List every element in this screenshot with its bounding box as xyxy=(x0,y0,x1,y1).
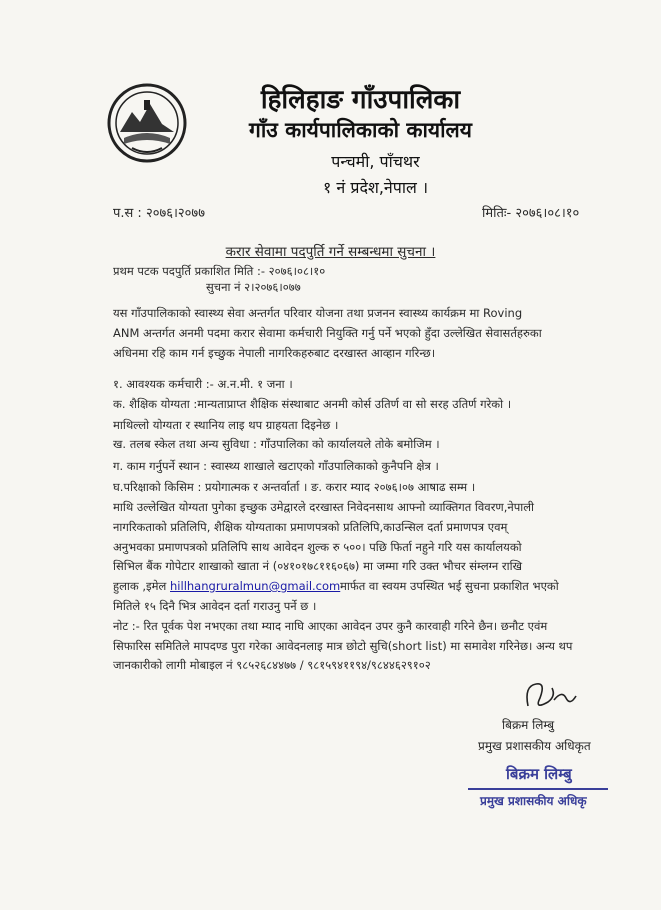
stamp-underline xyxy=(468,788,608,790)
letter-date: मितिः- २०७६।०८।१० xyxy=(482,206,580,221)
body-line: मार्फत वा स्वयम उपस्थित भई सुचना प्रकाशित भएको xyxy=(340,579,559,593)
requirement-item: ग. काम गर्नुपर्ने स्थान : स्वास्थ्य शाखाले खटाएको गाँउपालिकाको कुनैपनि क्षेत्र । xyxy=(113,459,439,473)
body-line: माथि उल्लेखित योग्यता पुगेका इच्छुक उमेद्वारले दरखास्त निवेदनसाथ आफ्नो व्याक्तिगत विवरण,नेपाली xyxy=(113,500,535,514)
email-link[interactable]: hillhangruralmun@gmail.com xyxy=(170,579,341,593)
stamp-designation: प्रमुख प्रशासकीय अधिकृ xyxy=(480,794,587,808)
intro-line: ANM अन्तर्गत अनमी पदमा करार सेवामा कर्मचारी नियुक्ति गर्नु पर्ने भएको हुँदा उल्लेखित सेवासर्तहरुका xyxy=(113,326,542,340)
body-line: अनुभवका प्रमाणपत्रको प्रतिलिपि साथ आवेदन शुल्क रु ५००। पछि फिर्ता नहुने गरि यस कार्यालयको xyxy=(113,540,522,554)
note-line: जानकारीको लागी मोबाइल नं ९८५२६८४४७७ / ९८१५९४११९४/९८४४६२९१०२ xyxy=(113,658,431,672)
stamp-name: बिक्रम लिम्बु xyxy=(506,765,572,783)
reference-number: प.स : २०७६।२०७७ xyxy=(113,206,205,221)
notice-subject: करार सेवामा पदपुर्ति गर्ने सम्बन्धमा सुचना । xyxy=(225,244,436,260)
requirement-item: १. आवश्यक कर्मचारी :- अ.न.मी. १ जना । xyxy=(113,377,293,391)
body-line-prefix: हुलाक ,इमेल xyxy=(113,579,171,593)
requirement-item: घ.परिक्षाको किसिम : प्रयोगात्मक र अन्तर्वार्ता । ङ. करार म्याद २०७६।०७ आषाढ सम्म । xyxy=(113,480,476,494)
signatory-designation: प्रमुख प्रशासकीय अधिकृत xyxy=(478,739,591,753)
handwritten-signature-icon xyxy=(520,676,580,716)
office-location: पन्चमी, पाँचथर xyxy=(331,152,420,171)
intro-line: यस गाँउपालिकाको स्वास्थ्य सेवा अन्तर्गत परिवार योजना तथा प्रजनन स्वास्थ्य कार्यक्रम मा Roving xyxy=(113,306,523,320)
first-publish-line: प्रथम पटक पदपुर्ति प्रकाशित मिति :- २०७६।०८।१० xyxy=(113,264,326,278)
intro-line: अधिनमा रहि काम गर्न इच्छुक नेपाली नागरिकहरुबाट दरखास्त आव्हान गरिन्छ। xyxy=(113,346,436,360)
body-line: सिभिल बैंक गोपेटार शाखाको खाता नं (०४१०१७८११६०६७) मा जम्मा गरि उक्त भौचर संम्लग्न राखि xyxy=(113,559,522,573)
requirement-item: क. शैक्षिक योग्यता :मान्यताप्राप्त शैक्षिक संस्थाबाट अनमी कोर्स उतिर्ण वा सो सरह उतिर्ण गरेको । xyxy=(113,397,512,411)
body-line: मितिले १५ दिनै भित्र आवेदन दर्ता गराउनु पर्ने छ । xyxy=(113,599,317,613)
note-line: सिफारिस समितिले मापदण्ड पुरा गरेका आवेदनलाइ मात्र छोटो सुचि(short list) मा समावेश गरिनेछ। अन्य थप xyxy=(113,639,573,653)
requirement-item: माथिल्लो योग्यता र स्थानिय लाइ थप ग्राहयता दिइनेछ । xyxy=(113,418,339,432)
body-line-email-row xyxy=(113,579,340,593)
office-province: १ नं प्रदेश,नेपाल । xyxy=(322,178,429,197)
body-line: नागरिकताको प्रतिलिपि, शैक्षिक योग्यताका प्रमाणपत्रको प्रतिलिपि,काउन्सिल दर्ता प्रमाणपत्र एवम् xyxy=(113,520,508,534)
note-line: नोट :- रित पूर्वक पेश नभएका तथा म्याद नाघि आएका आवेदन उपर कुनै कारवाही गरिने छैन। छनौट एवंम xyxy=(113,619,548,633)
office-title: गाँउ कार्यपालिकाको कार्यालय xyxy=(249,118,472,142)
requirement-item: ख. तलब स्केल तथा अन्य सुविधा : गाँउपालिका को कार्यालयले तोके बमोजिम । xyxy=(113,437,440,451)
municipality-title: हिलिहाङ गाँउपालिका xyxy=(260,85,461,115)
notice-number: सुचना नं २।२०७६।०७७ xyxy=(206,280,301,294)
signatory-name: बिक्रम लिम्बु xyxy=(502,718,555,732)
